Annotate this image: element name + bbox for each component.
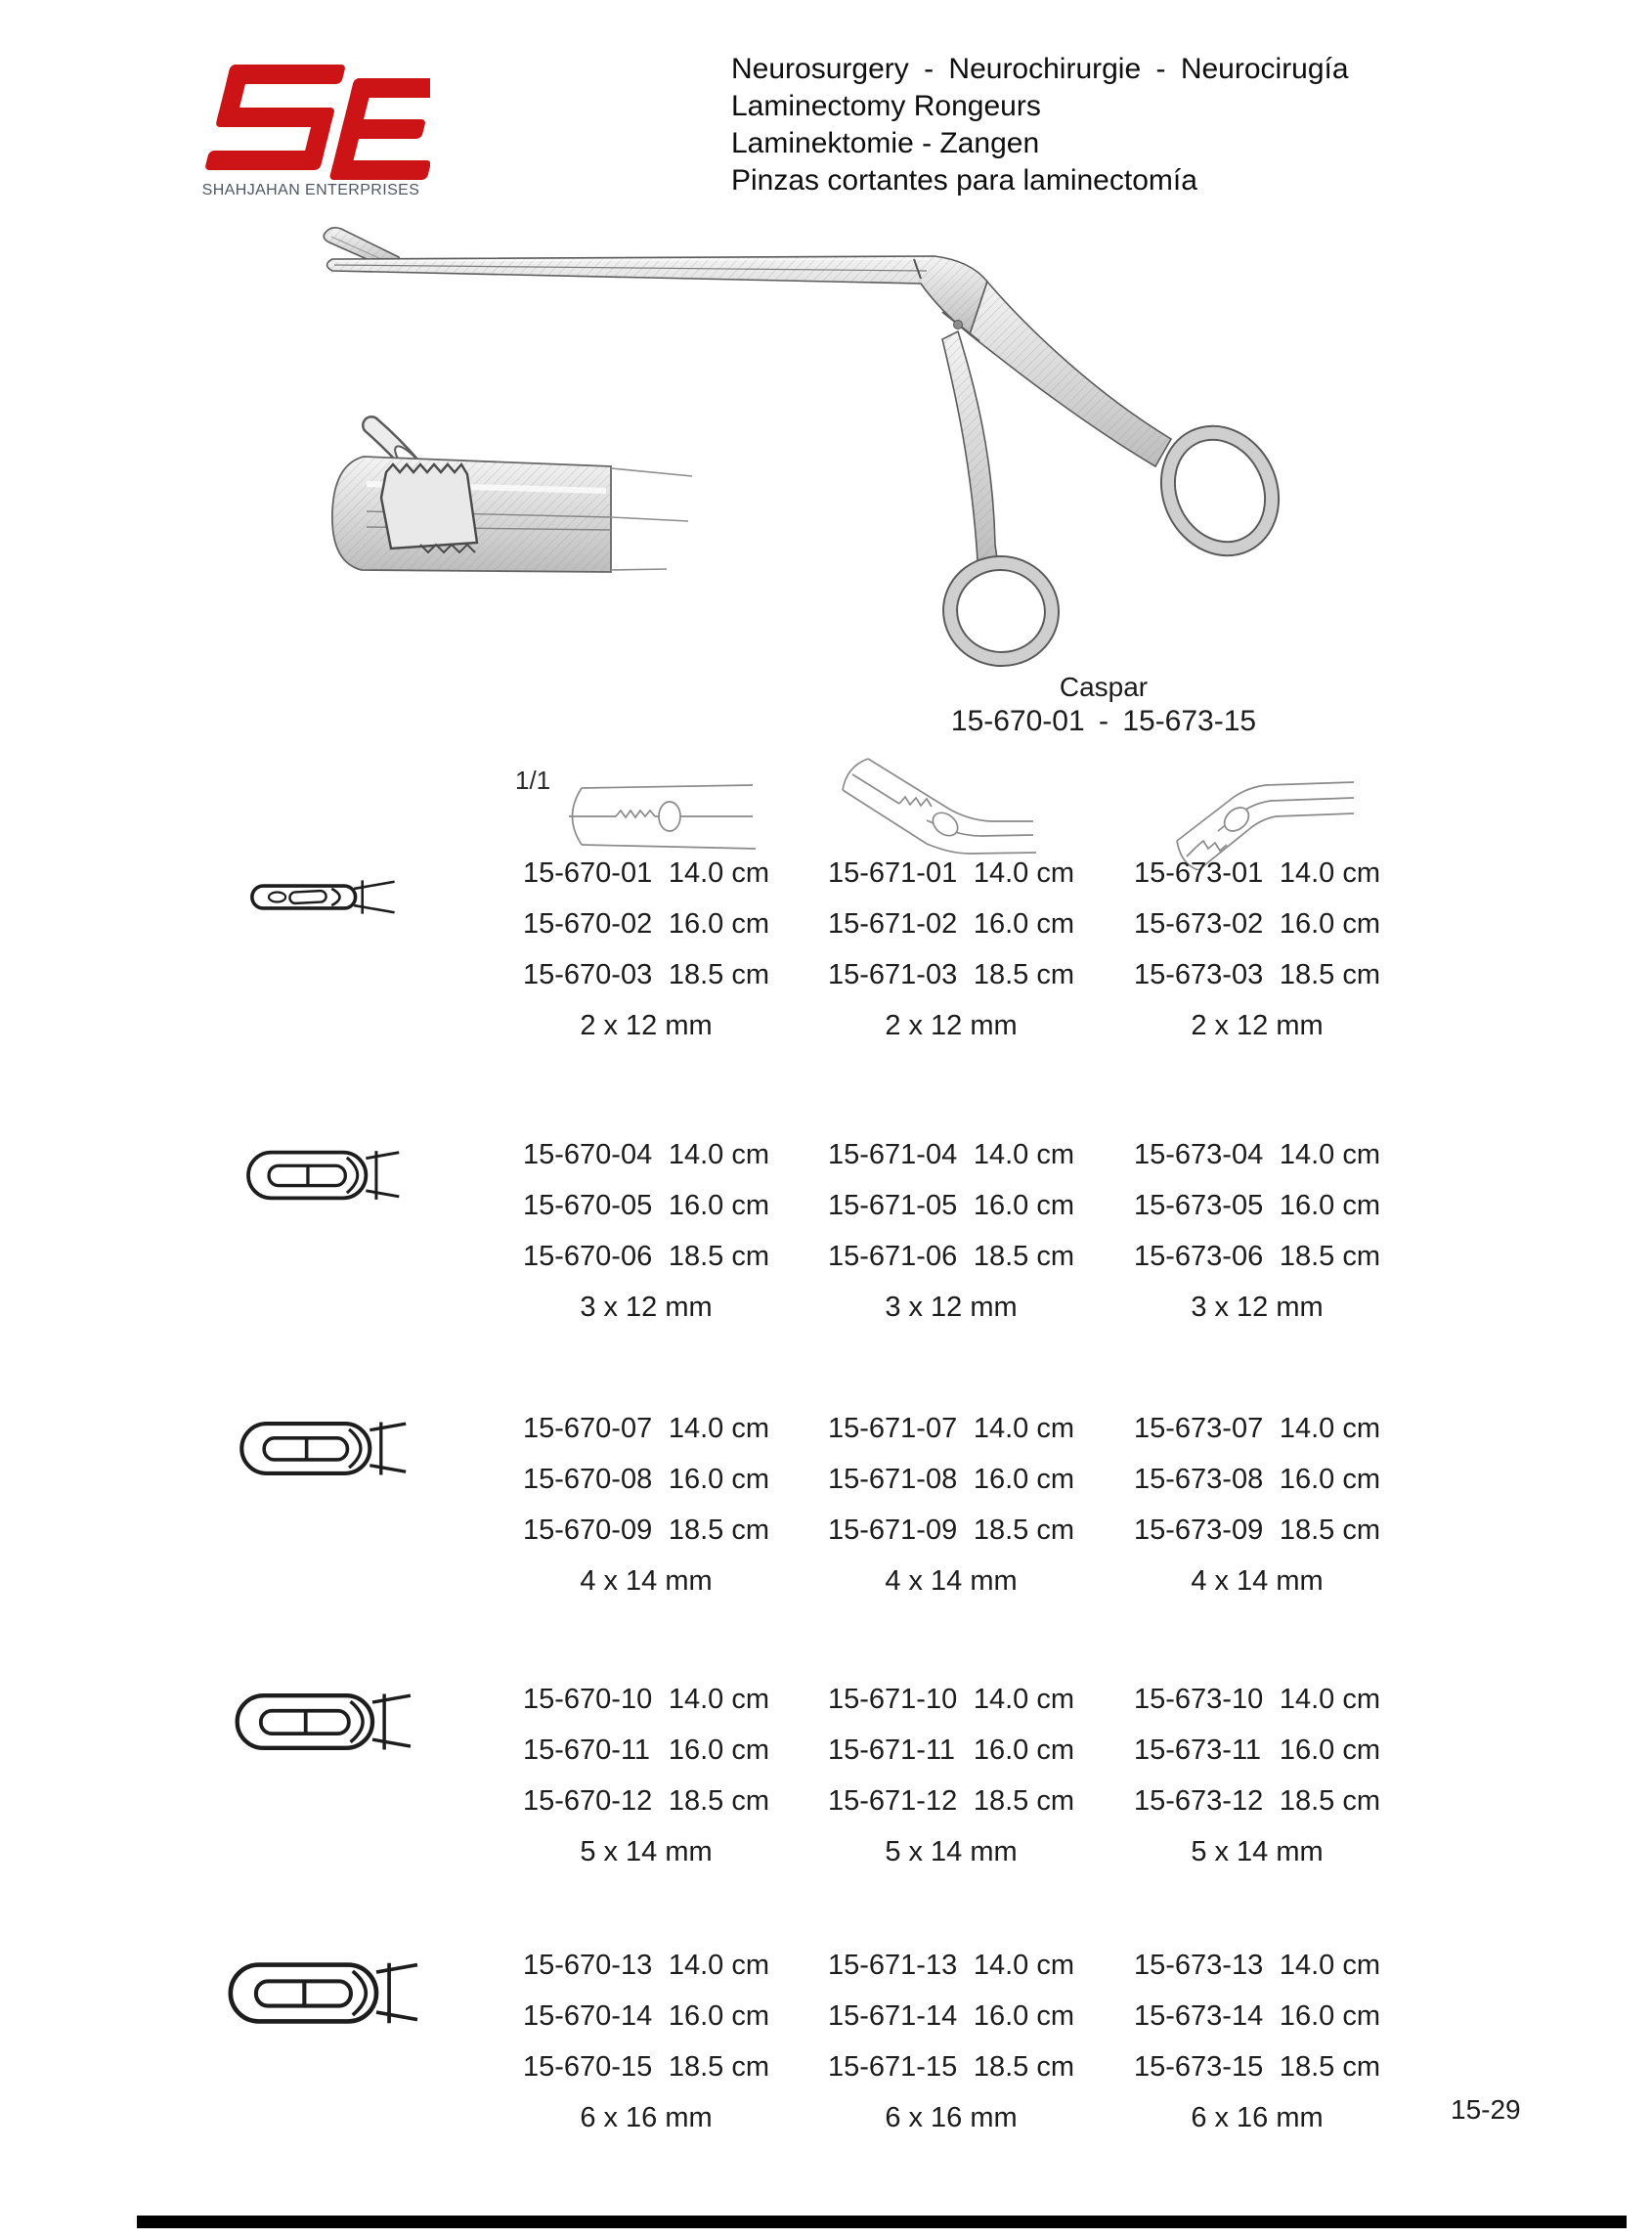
product-code: 15-671-02 [828, 908, 958, 940]
rongeur-instrument-illustration [274, 220, 1369, 689]
product-row [828, 949, 1074, 1000]
product-code: 15-671-10 [828, 1684, 958, 1715]
product-code: 15-671-04 [828, 1139, 958, 1170]
product-length: 16.0 cm [973, 1464, 1074, 1495]
product-row [523, 1940, 769, 1991]
product-row [1134, 1776, 1380, 1826]
product-row [1134, 1231, 1380, 1282]
jaw-profile-row1 [249, 876, 396, 918]
title-spanish: Pinzas cortantes para laminectomía [731, 164, 1197, 197]
product-length: 16.0 cm [1279, 1190, 1380, 1221]
product-column [1134, 1940, 1380, 2143]
product-row [1134, 1403, 1380, 1454]
product-column [523, 1129, 769, 1333]
title-multilingual: Neurosurgery - Neurochirurgie - Neurocirugía [731, 53, 1349, 85]
product-length: 18.5 cm [1279, 959, 1380, 990]
product-row [1134, 899, 1380, 949]
product-code: 15-673-03 [1134, 959, 1264, 990]
spring-handle-arm [970, 282, 1171, 466]
title-german: Laminektomie - Zangen [731, 127, 1040, 159]
lower-finger-ring [937, 549, 1065, 673]
product-code: 15-673-04 [1134, 1139, 1264, 1170]
product-code: 15-671-05 [828, 1190, 958, 1221]
tip-up-angled-illustration [843, 759, 1036, 854]
product-row [523, 1674, 769, 1725]
product-column [828, 1129, 1074, 1333]
product-length: 18.5 cm [973, 1785, 1074, 1817]
product-length: 14.0 cm [973, 1413, 1074, 1444]
product-code: 15-673-09 [1134, 1515, 1264, 1546]
jaw-size-label: 5 x 14 mm [885, 1836, 1018, 1867]
product-code: 15-671-11 [828, 1734, 956, 1766]
product-row [523, 1454, 769, 1505]
product-code: 15-671-08 [828, 1464, 958, 1495]
product-row [1134, 1180, 1380, 1231]
product-name: Caspar [1059, 672, 1149, 702]
product-column [1134, 1403, 1380, 1606]
product-code: 15-670-12 [523, 1785, 653, 1817]
product-code: 15-670-13 [523, 1950, 653, 1981]
product-row [828, 1776, 1074, 1826]
product-row [1134, 1940, 1380, 1991]
product-length: 18.5 cm [973, 1241, 1074, 1272]
product-code: 15-673-05 [1134, 1190, 1264, 1221]
product-length: 18.5 cm [973, 959, 1074, 990]
product-length: 18.5 cm [973, 1515, 1074, 1546]
product-code: 15-671-07 [828, 1413, 958, 1444]
product-row [828, 1454, 1074, 1505]
product-code: 15-670-05 [523, 1190, 653, 1221]
product-length: 16.0 cm [973, 908, 1074, 940]
company-name: SHAHJAHAN ENTERPRISES [201, 182, 420, 198]
product-column [523, 1940, 769, 2143]
product-length: 18.5 cm [668, 1515, 769, 1546]
product-length: 14.0 cm [1279, 1139, 1380, 1170]
product-row [828, 1991, 1074, 2041]
product-code: 15-673-06 [1134, 1241, 1264, 1272]
jaw-blade-open [324, 228, 399, 270]
scale-label: 1/1 [515, 766, 551, 795]
product-code: 15-670-07 [523, 1413, 653, 1444]
product-row [523, 899, 769, 949]
product-length: 16.0 cm [973, 1190, 1074, 1221]
jaw-size-label: 6 x 16 mm [1191, 2102, 1324, 2133]
product-row [523, 848, 769, 899]
jaw-profile-row2 [245, 1148, 400, 1203]
page-header [731, 51, 1474, 199]
product-length: 18.5 cm [973, 2051, 1074, 2083]
product-length: 14.0 cm [668, 1950, 769, 1981]
product-length: 16.0 cm [668, 1190, 769, 1221]
product-row [1134, 1674, 1380, 1725]
product-row [828, 1940, 1074, 1991]
jaw-size-label: 2 x 12 mm [1191, 1010, 1324, 1041]
product-code: 15-670-11 [523, 1734, 651, 1766]
product-length: 16.0 cm [668, 1734, 769, 1766]
jaw-profile-row3 [239, 1419, 407, 1478]
product-code: 15-670-10 [523, 1684, 653, 1715]
jaw-size-label: 4 x 14 mm [580, 1565, 713, 1597]
jaw-size-label: 6 x 16 mm [580, 2102, 713, 2133]
product-length: 18.5 cm [1279, 2051, 1380, 2083]
product-code: 15-670-01 [523, 857, 653, 889]
product-row [1134, 1454, 1380, 1505]
lower-handle-arm [942, 331, 997, 560]
product-code: 15-673-11 [1134, 1734, 1262, 1766]
product-code: 15-673-12 [1134, 1785, 1264, 1817]
product-code: 15-670-08 [523, 1464, 653, 1495]
product-row [828, 1403, 1074, 1454]
upper-finger-ring [1140, 406, 1300, 575]
product-length: 16.0 cm [973, 1734, 1074, 1766]
product-length: 18.5 cm [668, 1241, 769, 1272]
product-code: 15-673-10 [1134, 1684, 1264, 1715]
product-row [1134, 949, 1380, 1000]
jaw-size-label: 3 x 12 mm [580, 1292, 713, 1323]
product-row [828, 899, 1074, 949]
product-column [828, 1674, 1074, 1877]
product-column [523, 1403, 769, 1606]
product-length: 18.5 cm [1279, 1515, 1380, 1546]
product-row [828, 2041, 1074, 2092]
product-length: 18.5 cm [668, 959, 769, 990]
product-length: 16.0 cm [668, 908, 769, 940]
product-length: 14.0 cm [1279, 857, 1380, 889]
product-length: 16.0 cm [1279, 1464, 1380, 1495]
jaw-size-label: 4 x 14 mm [885, 1565, 1018, 1597]
instrument-shaft [327, 256, 988, 334]
jaw-size-label: 6 x 16 mm [885, 2102, 1018, 2133]
product-code: 15-671-12 [828, 1785, 958, 1817]
product-column [1134, 1674, 1380, 1877]
product-row [1134, 1725, 1380, 1776]
product-code: 15-673-08 [1134, 1464, 1264, 1495]
product-code: 15-673-13 [1134, 1950, 1264, 1981]
product-code: 15-671-03 [828, 959, 958, 990]
product-code: 15-671-01 [828, 857, 958, 889]
product-row [828, 1231, 1074, 1282]
product-length: 14.0 cm [973, 1950, 1074, 1981]
product-row [1134, 1991, 1380, 2041]
hinge-joint [942, 312, 979, 341]
product-length: 16.0 cm [1279, 908, 1380, 940]
tip-straight-illustration [569, 785, 756, 849]
product-row [1134, 848, 1380, 899]
product-row [828, 848, 1074, 899]
jaw-profile-row4 [234, 1690, 412, 1753]
product-length: 14.0 cm [973, 857, 1074, 889]
product-length: 14.0 cm [668, 1413, 769, 1444]
product-row [523, 1991, 769, 2041]
product-code: 15-670-06 [523, 1241, 653, 1272]
product-length: 14.0 cm [973, 1684, 1074, 1715]
product-row [523, 949, 769, 1000]
product-length: 14.0 cm [668, 1139, 769, 1170]
product-length: 16.0 cm [668, 1464, 769, 1495]
jaw-size-label: 5 x 14 mm [1191, 1836, 1324, 1867]
product-length: 16.0 cm [1279, 2000, 1380, 2032]
product-label [917, 671, 1290, 739]
jaw-size-label: 2 x 12 mm [580, 1010, 713, 1041]
product-code: 15-670-02 [523, 908, 653, 940]
product-code: 15-673-02 [1134, 908, 1264, 940]
product-length: 18.5 cm [668, 2051, 769, 2083]
jaw-size-label: 3 x 12 mm [1191, 1292, 1324, 1323]
product-length: 14.0 cm [1279, 1950, 1380, 1981]
jaw-closeup-inset [332, 425, 692, 572]
product-column [828, 1940, 1074, 2143]
product-row [828, 1725, 1074, 1776]
product-code-range: 15-670-01 - 15-673-15 [950, 705, 1257, 737]
product-length: 16.0 cm [1279, 1734, 1380, 1766]
product-code: 15-670-14 [523, 2000, 653, 2032]
product-row [828, 1674, 1074, 1725]
product-length: 18.5 cm [668, 1785, 769, 1817]
product-row [523, 1776, 769, 1826]
product-row [828, 1505, 1074, 1556]
product-column [828, 848, 1074, 1051]
product-code: 15-671-09 [828, 1515, 958, 1546]
product-code: 15-670-03 [523, 959, 653, 990]
product-column [828, 1403, 1074, 1606]
product-length: 18.5 cm [1279, 1785, 1380, 1817]
product-column [523, 1674, 769, 1877]
product-code: 15-671-14 [828, 2000, 958, 2032]
jaw-size-label: 3 x 12 mm [885, 1292, 1018, 1323]
product-code: 15-671-15 [828, 2051, 958, 2083]
product-code: 15-670-04 [523, 1139, 653, 1170]
product-row [523, 2041, 769, 2092]
jaw-profile-row5 [227, 1959, 418, 2027]
product-row [1134, 1505, 1380, 1556]
product-column [1134, 848, 1380, 1051]
product-length: 18.5 cm [1279, 1241, 1380, 1272]
product-row [523, 1129, 769, 1180]
product-length: 14.0 cm [668, 1684, 769, 1715]
title-english: Laminectomy Rongeurs [731, 90, 1041, 122]
product-code: 15-671-06 [828, 1241, 958, 1272]
product-column [1134, 1129, 1380, 1333]
jaw-size-label: 4 x 14 mm [1191, 1565, 1324, 1597]
product-code: 15-670-15 [523, 2051, 653, 2083]
product-row [1134, 2041, 1380, 2092]
product-row [828, 1129, 1074, 1180]
product-column [523, 848, 769, 1051]
product-code: 15-671-13 [828, 1950, 958, 1981]
product-code: 15-670-09 [523, 1515, 653, 1546]
footer-bar [137, 2216, 1627, 2228]
product-code: 15-673-15 [1134, 2051, 1264, 2083]
product-length: 16.0 cm [973, 2000, 1074, 2032]
product-length: 14.0 cm [1279, 1684, 1380, 1715]
product-row [523, 1505, 769, 1556]
product-code: 15-673-07 [1134, 1413, 1264, 1444]
jaw-size-label: 5 x 14 mm [580, 1836, 713, 1867]
company-logo-se [196, 65, 430, 188]
product-row [523, 1180, 769, 1231]
product-row [523, 1725, 769, 1776]
jaw-size-label: 2 x 12 mm [885, 1010, 1018, 1041]
product-length: 14.0 cm [668, 857, 769, 889]
product-row [1134, 1129, 1380, 1180]
product-code: 15-673-01 [1134, 857, 1264, 889]
product-code: 15-673-14 [1134, 2000, 1264, 2032]
page-number: 15-29 [1451, 2094, 1521, 2125]
product-row [523, 1231, 769, 1282]
product-row [523, 1403, 769, 1454]
product-length: 16.0 cm [668, 2000, 769, 2032]
product-row [828, 1180, 1074, 1231]
product-length: 14.0 cm [973, 1139, 1074, 1170]
product-length: 14.0 cm [1279, 1413, 1380, 1444]
